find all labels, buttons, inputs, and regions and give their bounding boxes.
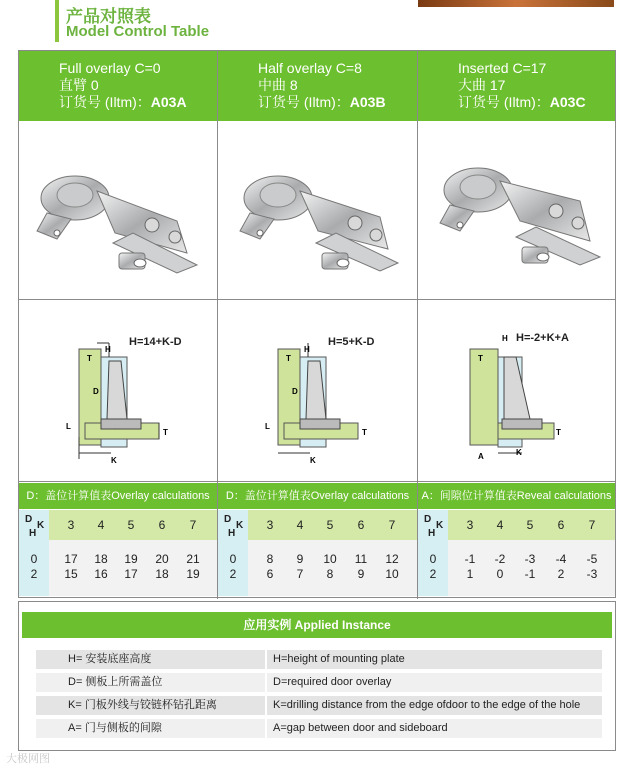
definition-cn: K= 门板外线与铰链杯钻孔距离 [36,696,265,715]
diagram-b [218,301,417,481]
hinge-photo-c [418,123,615,299]
overlay-name: Full overlay C=0 [59,60,161,76]
header-photo-strip [418,0,614,7]
calc-title-c: A：间隙位计算值表Reveal calculations [418,483,615,509]
overlay-name: Inserted C=17 [458,60,547,76]
order-number: 订货号 (Iltm)：A03C [458,94,586,110]
diagram-label: H [105,345,111,354]
column-header-b [218,51,417,121]
diagram-c [418,301,615,481]
diagram-formula: H=-2+K+A [516,332,569,344]
definition-row [36,719,602,738]
order-number: 订货号 (Iltm)：A03B [258,94,386,110]
overlay-name-cn: 直臂 0 [59,77,99,93]
calc-title-b: D：盖位计算值表Overlay calculations [218,483,417,509]
diagram-label: T [362,428,367,437]
definition-cn: D= 侧板上所需盖位 [36,673,265,692]
calc-table-b: D K H 3 4 5 6 7 0 2 8 9 10 11 12 6 7 8 9 10 [218,510,417,596]
model-table [18,50,616,598]
diagram-formula: H=14+K-D [129,336,182,348]
hinge-photo-b [218,123,417,299]
diagram-label: T [556,428,561,437]
row-divider [19,299,615,300]
diagram-label: T [286,354,291,363]
diagram-formula: H=5+K-D [328,336,375,348]
diagram-label: H [304,345,310,354]
page-title-cn: 产品对照表 [66,7,151,26]
header-accent-bar [55,0,59,42]
definition-row [36,650,602,669]
calc-title-a: D：盖位计算值表Overlay calculations [19,483,217,509]
diagram-label: A [478,452,484,461]
calc-table-c: D K H 3 4 5 6 7 0 2 -1 -2 -3 -4 -5 1 0 -1 2 -3 [418,510,615,596]
diagram-a [19,301,217,481]
page-title-en: Model Control Table [66,23,210,40]
diagram-label: H [502,334,508,343]
diagram-label: K [310,456,316,465]
overlay-name-cn: 大曲 17 [458,77,506,93]
hinge-photo-a [19,123,217,299]
watermark: 大极网图 [6,753,50,765]
overlay-name-cn: 中曲 8 [258,77,298,93]
definition-row [36,696,602,715]
definition-en: K=drilling distance from the edge ofdoor to the edge of the hole [267,696,602,715]
definition-row [36,673,602,692]
diagram-label: T [163,428,168,437]
diagram-label: T [478,354,483,363]
definition-en: D=required door overlay [267,673,602,692]
overlay-name: Half overlay C=8 [258,60,362,76]
row-divider [19,481,615,482]
diagram-label: D [93,387,99,396]
definition-en: H=height of mounting plate [267,650,602,669]
diagram-label: T [87,354,92,363]
definition-cn: A= 门与侧板的间隙 [36,719,265,738]
order-number: 订货号 (Iltm)：A03A [59,94,187,110]
diagram-label: D [292,387,298,396]
diagram-label: K [111,456,117,465]
diagram-label: L [265,422,270,431]
column-header-a [19,51,217,121]
definition-cn: H= 安装底座高度 [36,650,265,669]
calc-table-a: D K H 3 4 5 6 7 0 2 17 18 19 20 21 15 16 17 18 19 [19,510,217,596]
diagram-label: L [66,422,71,431]
column-header-c [418,51,615,121]
applied-instance-title: 应用实例 Applied Instance [22,612,612,638]
diagram-label: K [516,448,522,457]
definition-en: A=gap between door and sideboard [267,719,602,738]
